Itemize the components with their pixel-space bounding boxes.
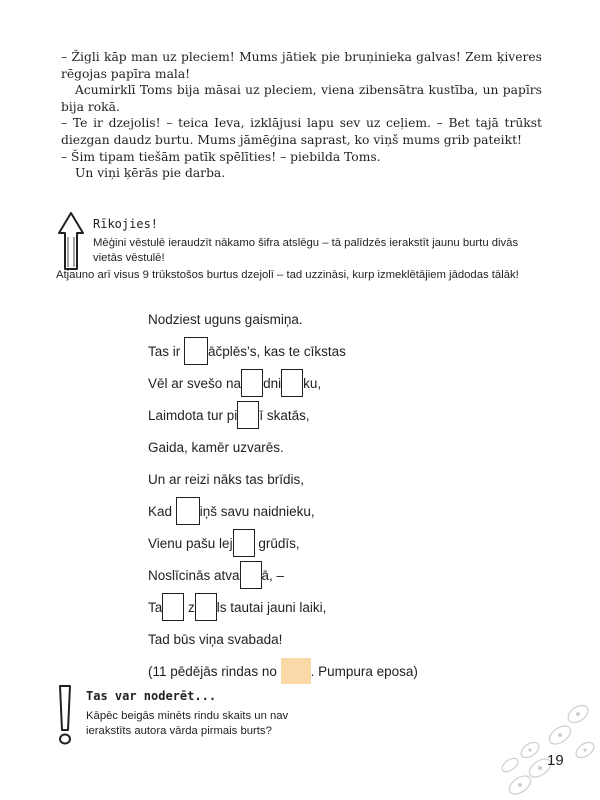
poem-text: z bbox=[184, 599, 195, 615]
poem-text: . Pumpura eposa) bbox=[310, 663, 418, 679]
story-paragraph: – Žigli kāp man uz pleciem! Mums jātiek pie bruņinieka galvas! Zem ķiveres rēgojas papīra mala! bbox=[61, 50, 542, 81]
poem-text: āčplēs’s, kas te cīkstas bbox=[208, 343, 346, 359]
poem-text: Nodziest uguns gaismiņa. bbox=[148, 311, 303, 327]
tip-title: Tas var noderēt... bbox=[86, 689, 217, 703]
letter-box[interactable] bbox=[184, 337, 208, 365]
poem-text: ī skatās, bbox=[259, 407, 310, 423]
poem-line bbox=[148, 527, 508, 559]
poem-text: Laimdota tur pi bbox=[148, 407, 238, 423]
story-paragraph: – Te ir dzejolis! – teica Ieva, izklājusi lapu sev uz ceļiem. – Bet tajā trūkst diezgan daudz burtu. Mums jāmēģina saprast, ko viņš mums grib pateikt! bbox=[61, 116, 542, 147]
poem-text: Kad bbox=[148, 503, 176, 519]
exclamation-icon bbox=[58, 684, 72, 746]
poem-line bbox=[148, 399, 508, 431]
poem-text: Un ar reizi nāks tas brīdis, bbox=[148, 471, 305, 487]
poem-line bbox=[148, 623, 508, 655]
author-initial-box[interactable] bbox=[281, 658, 311, 684]
poem-text: grūdīs, bbox=[254, 535, 300, 551]
poem-text: Vienu pašu lej bbox=[148, 535, 233, 551]
poem-line bbox=[148, 591, 508, 623]
poem-line bbox=[148, 367, 508, 399]
story-paragraph: Un viņi ķērās pie darba. bbox=[75, 166, 226, 181]
poem bbox=[148, 303, 508, 687]
poem-text: dni bbox=[263, 375, 282, 391]
letter-box[interactable] bbox=[237, 401, 259, 429]
letter-box[interactable] bbox=[241, 369, 263, 397]
poem-text: ā, – bbox=[261, 567, 285, 583]
letter-box[interactable] bbox=[240, 561, 262, 589]
poem-line bbox=[148, 559, 508, 591]
poem-text: Ta bbox=[148, 599, 163, 615]
letter-box[interactable] bbox=[233, 529, 255, 557]
poem-text: ls tautai jauni laiki, bbox=[216, 599, 327, 615]
letter-box[interactable] bbox=[162, 593, 184, 621]
letter-box[interactable] bbox=[176, 497, 200, 525]
action-title: Rīkojies! bbox=[93, 217, 159, 231]
poem-text: (11 pēdējās rindas no bbox=[148, 663, 281, 679]
poem-text: Tad būs viņa svabada! bbox=[148, 631, 283, 647]
story-paragraph: Acumirklī Toms bija māsai uz pleciem, viena zibensātra kustība, un papīrs bija rokā. bbox=[61, 83, 542, 114]
poem-line bbox=[148, 335, 508, 367]
story-paragraph: – Šim tipam tiešām patīk spēlīties! – piebilda Toms. bbox=[61, 149, 381, 164]
poem-line bbox=[148, 303, 508, 335]
tip-text: Kāpēc beigās minēts rindu skaits un nav ierakstīts autora vārda pirmais burts? bbox=[86, 710, 289, 737]
poem-line bbox=[148, 655, 508, 687]
poem-text: ku, bbox=[303, 375, 322, 391]
letter-box[interactable] bbox=[195, 593, 217, 621]
poem-text: Gaida, kamēr uzvarēs. bbox=[148, 439, 284, 455]
poem-line bbox=[148, 463, 508, 495]
footprints-decoration bbox=[490, 690, 600, 800]
poem-line bbox=[148, 495, 508, 527]
letter-box[interactable] bbox=[281, 369, 303, 397]
story-text bbox=[61, 49, 542, 182]
poem-line bbox=[148, 431, 508, 463]
pointing-hand-icon bbox=[55, 211, 87, 271]
page-number: 19 bbox=[547, 752, 564, 769]
poem-text: iņš savu naidnieku, bbox=[199, 503, 315, 519]
poem-text: Vēl ar svešo na bbox=[148, 375, 242, 391]
action-instruction: Mēģini vēstulē ieraudzīt nākamo šifra atslēgu – tā palīdzēs ierakstīt jaunu burtu divās vietās vēstulē! bbox=[93, 237, 519, 264]
poem-text: Tas ir bbox=[148, 343, 185, 359]
action-instruction-2: Atjauno arī visus 9 trūkstošos burtus dzejolī – tad uzzināsi, kurp izmeklētājiem jādodas tālāk! bbox=[56, 269, 519, 281]
poem-text: Noslīcinās atva bbox=[148, 567, 240, 583]
